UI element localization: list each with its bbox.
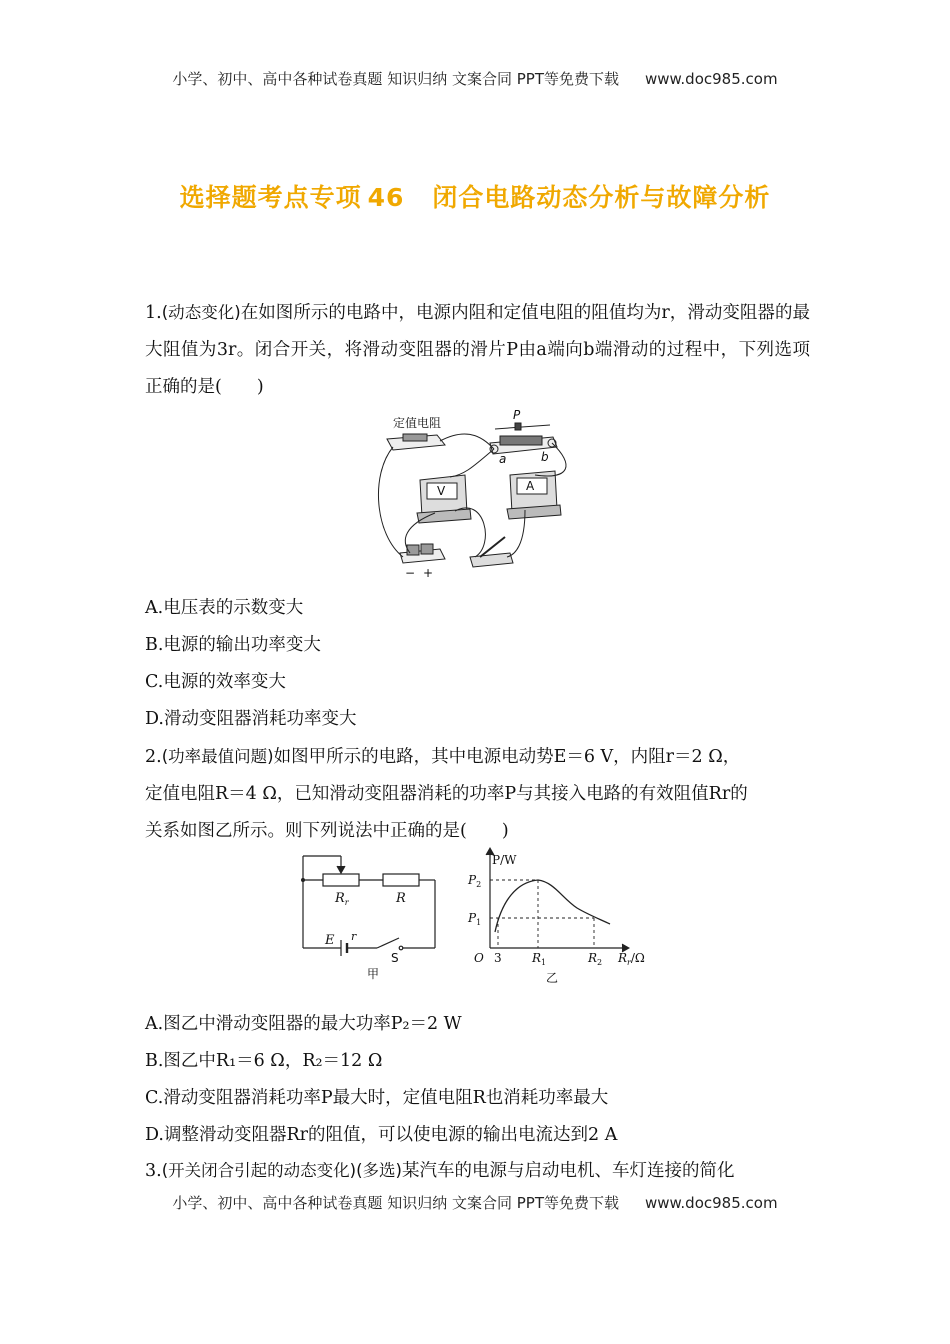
voltmeter-label: V	[437, 484, 446, 498]
jia-caption: 甲	[367, 967, 380, 981]
q1-option-d[interactable]: D.滑动变阻器消耗功率变大	[145, 709, 357, 729]
q2-stem-line2: 定值电阻R＝4 Ω，已知滑动变阻器消耗的功率P与其接入电路的有效阻值Rr的	[145, 784, 748, 804]
title-number: 46	[367, 183, 405, 212]
question-1	[145, 294, 810, 406]
q1-circuit-figure	[375, 405, 575, 580]
q1-tag: (动态变化)	[161, 303, 241, 322]
battery-minus: −	[405, 566, 416, 580]
yi-x3: 3	[494, 951, 502, 965]
q1-stem	[145, 294, 810, 406]
q1-number: 1.	[145, 303, 162, 323]
question-3	[145, 1152, 810, 1190]
switch-blade	[377, 938, 399, 948]
q1-option-b[interactable]: B.电源的输出功率变大	[145, 635, 321, 655]
q2-number: 2.	[145, 747, 162, 767]
q2-stem-line1	[145, 738, 810, 776]
switch	[470, 553, 513, 567]
power-curve	[495, 880, 610, 932]
jia-r-label: r	[351, 930, 357, 943]
jia-S-label: S	[391, 951, 399, 965]
yi-ylabel: P/W	[492, 853, 517, 867]
q3-number: 3.	[145, 1161, 162, 1181]
q1-option-a[interactable]: A.电压表的示数变大	[145, 598, 304, 618]
q2-stem-line3: 关系如图乙所示。则下列说法中正确的是( )	[145, 821, 509, 841]
q2-option-c[interactable]: C.滑动变阻器消耗功率P最大时，定值电阻R也消耗功率最大	[145, 1088, 609, 1108]
yi-xlabel: $R_r/\Omega$	[618, 951, 645, 967]
rheostat-symbol	[323, 874, 359, 886]
battery-plus: +	[423, 566, 434, 580]
header-text: 小学、初中、高中各种试卷真题 知识归纳 文案合同 PPT等免费下载	[172, 70, 619, 88]
q2-options	[145, 1006, 810, 1154]
jia-R-label: R	[396, 891, 406, 906]
q2-option-a[interactable]: A.图乙中滑动变阻器的最大功率P₂＝2 W	[145, 1014, 462, 1034]
question-2	[145, 738, 810, 850]
end-b-label: b	[541, 450, 549, 464]
q2-graph-yi	[462, 840, 662, 990]
q1-option-c[interactable]: C.电源的效率变大	[145, 672, 286, 692]
q2-tag: (功率最值问题)	[161, 747, 274, 766]
ammeter-label: A	[526, 479, 535, 493]
q2-stem-text-1: 如图甲所示的电路，其中电源电动势E＝6 V，内阻r＝2 Ω，	[273, 747, 741, 767]
slider-label: P	[513, 408, 521, 422]
q3-stem-text: 某汽车的电源与启动电机、车灯连接的简化	[401, 1161, 735, 1181]
title-prefix: 选择题考点专项	[179, 183, 362, 212]
footer-url[interactable]: www.doc985.com	[644, 1194, 778, 1212]
end-a-label: a	[499, 452, 507, 466]
header-url[interactable]: www.doc985.com	[644, 70, 778, 88]
fixed-resistor-label: 定值电阻	[393, 416, 442, 430]
q1-options	[145, 590, 810, 738]
q2-circuit-jia	[295, 852, 445, 982]
page-title	[0, 178, 950, 214]
page-header	[0, 68, 950, 89]
q3-stem	[145, 1152, 810, 1190]
yi-R2-label: $R_2$	[588, 951, 603, 967]
yi-caption: 乙	[546, 971, 559, 985]
jia-E-label: E	[325, 933, 335, 948]
q3-tag: (开关闭合引起的动态变化)(多选)	[161, 1161, 402, 1180]
jia-Rr-label: $R_r$	[335, 891, 349, 907]
title-topic: 闭合电路动态分析与故障分析	[432, 183, 771, 212]
q2-option-d[interactable]: D.调整滑动变阻器Rr的阻值，可以使电源的输出电流达到2 A	[145, 1125, 618, 1145]
yi-origin: O	[474, 951, 484, 965]
yi-P2-label: $P_2$	[468, 873, 482, 889]
footer-text: 小学、初中、高中各种试卷真题 知识归纳 文案合同 PPT等免费下载	[172, 1194, 619, 1212]
yi-R1-label: $R_1$	[532, 951, 547, 967]
yi-P1-label: $P_1$	[468, 911, 482, 927]
q2-option-b[interactable]: B.图乙中R₁＝6 Ω，R₂＝12 Ω	[145, 1051, 383, 1071]
page-footer	[0, 1192, 950, 1213]
resistor-symbol	[383, 874, 419, 886]
q1-stem-text: 在如图所示的电路中，电源内阻和定值电阻的阻值均为r，滑动变阻器的最大阻值为3r。闭合开关，将滑动变阻器的滑片P由a端向b端滑动的过程中，下列选项正确的是( )	[145, 303, 810, 397]
